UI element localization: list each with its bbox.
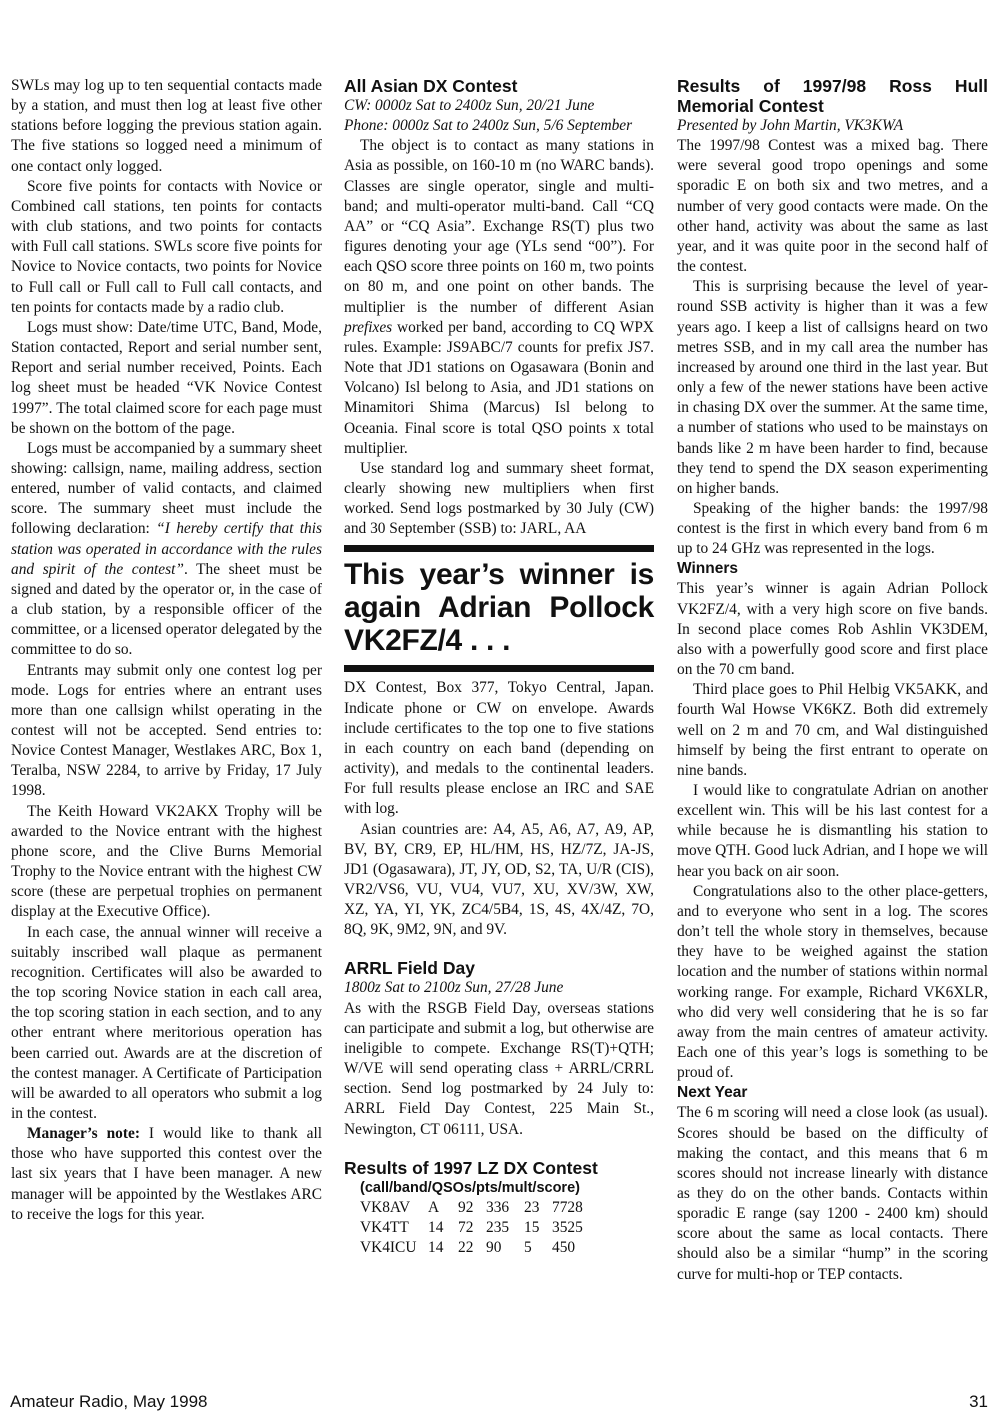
paragraph: Entrants may submit only one contest log per mode. Logs for entries where an entrant uses more than one callsign whilst operating in the contest will not be accepted. Send entries to: Novice Contest Manager, Westlakes ARC, Box 1, Teralba, NSW 2284, to arrive by Friday, 17 July 1998. [11, 661, 322, 800]
paragraph: In each case, the annual winner will receive a suitably inscribed wall plaque as permanent recognition. Certificates will also be awarded to the top scoring Novice station in each call area, the top scoring station in each section, and to any other entrant where meritorious operation has been carried out. Awards are at the discretion of the contest manager. A Certificate of Participation will be awarded to all operators who submit a log in the contest. [11, 923, 322, 1122]
cell-call: VK4ICU [360, 1238, 417, 1256]
schedule-cw: CW: 0000z Sat to 2400z Sun, 20/21 June [344, 97, 595, 114]
cell-pts: 336 [486, 1198, 510, 1216]
byline: Presented by John Martin, VK3KWA [677, 117, 904, 134]
publication-info: Amateur Radio, May 1998 [10, 1392, 208, 1411]
section-heading: ARRL Field Day [344, 958, 475, 979]
table-row [360, 1238, 589, 1258]
paragraph: The 1997/98 Contest was a mixed bag. There were several good tropo openings and some sporadic E on both six and two metres, and a number of very good contacts were made. On the other hand, activity was about the same as last year, and it was quite poor in the second half of the contest. [677, 137, 988, 276]
paragraph-text: The object is to contact as many stations in Asia as possible, on 160-10 m (no WARC bands). Classes are single operator, single and multi-band; and multi-operator multi-band. Call “CQ AA” or “CQ Asia”. Exchange RS(T) plus two figures denoting your age (YLs send “00”). For each QSO score three points on 160 m, two points on 80 m, and one point on other bands. The multiplier is the number of different Asian [344, 137, 654, 316]
paragraph: Third place goes to Phil Helbig VK5AKK, and fourth Wal Howse VK6KZ. Both did extremely well on 2 m and 70 cm, and Wal distinguished himself by being the first entrant to operate on nine bands. [677, 681, 988, 779]
results-block [344, 1178, 654, 1258]
cell-band: 14 [428, 1238, 444, 1256]
paragraph: This year’s winner is again Adrian Pollock VK2FZ/4, with a very high score on five bands. In second place comes Rob Ashlin VK3DEM, also with a powerfully good score and first place on the 70 cm band. [677, 580, 988, 679]
cell-mult: 5 [524, 1238, 532, 1256]
cell-qsos: 72 [458, 1218, 474, 1236]
paragraph-text: worked per band, according to CQ WPX rules. Example: JS9ABC/7 counts for prefix JS7. Note that JD1 stations on Ogasawara (Bonin and Volcano) Isl belong to Asia, and JD1 stations on Minamitori Shima (Marcus) Isl belong to Oceania. Final score is total QSO points x total multiplier. [344, 318, 654, 457]
paragraph: As with the RSGB Field Day, overseas stations can participate and submit a log, but otherwise are ineligible to compete. Exchange RS(T)+QTH; W/VE will send operating class + ARRL/CRRL section. Send log postmarked by 24 July to: ARRL Field Day Contest, 225 Main St., Newington, CT 06111, USA. [344, 999, 654, 1138]
section-heading: Results of 1997/98 Ross Hull Memorial Contest [677, 76, 988, 116]
cell-call: VK8AV [360, 1198, 411, 1216]
page-footer [10, 1392, 988, 1412]
schedule-phone: Phone: 0000z Sat to 2400z Sun, 5/6 September [344, 117, 633, 135]
cell-mult: 23 [524, 1198, 540, 1216]
cell-score: 450 [552, 1238, 576, 1256]
cell-mult: 15 [524, 1218, 540, 1236]
cell-band: 14 [428, 1218, 444, 1236]
paragraph: Use standard log and summary sheet format, clearly showing new multipliers when first worked. Send logs postmarked by 30 July (CW) and 30 September (SSB) to: JARL, AA [344, 459, 654, 538]
cell-qsos: 92 [458, 1198, 474, 1216]
paragraph: The Keith Howard VK2AKX Trophy will be awarded to the Novice entrant with the highest phone score, and the Clive Burns Memorial Trophy to the Novice entrant with the highest CW score (these are perpetual trophies on permanent display at the Executive Office). [11, 802, 322, 921]
page-number: 31 [969, 1392, 988, 1411]
section-heading: All Asian DX Contest [344, 76, 518, 96]
paragraph: SWLs may log up to ten sequential contacts made by a station, and must then log at least five other stations before logging the previous station again. The five stations so logged need a minimum of one contact only logged. [11, 77, 322, 175]
paragraph: This is surprising because the level of year-round SSB activity is higher than it was a few years ago. I keep a list of callsigns heard on two metres SSB, and in my call area the number has increased by around one third in the last year. But only a few of the newer stations have been active in chasing DX over the summer. At the same time, a number of stations who used to be mainstays on bands like 2 m have been harder to find, because they tend to spend the DX season experimenting on higher bands. [677, 278, 988, 497]
paragraph: Speaking of the higher bands: the 1997/98 contest is the first in which every band from 6 m up to 24 GHz was represented in the logs. [677, 499, 988, 558]
schedule: 1800z Sat to 2100z Sun, 27/28 June [344, 979, 564, 997]
pull-quote [344, 545, 654, 672]
managers-note-label: Manager’s note: [27, 1125, 140, 1143]
paragraph [344, 136, 654, 459]
results-table [360, 1198, 589, 1258]
column-right [677, 76, 988, 1285]
paragraph-text: . The sheet must be signed and dated by the operator or, in the case of a club station, by a responsible officer of the committee, or a licensed operator delegated by the committee to do so. [11, 560, 322, 659]
results-header: (call/band/QSOs/pts/mult/score) [360, 1179, 580, 1196]
paragraph: Score five points for contacts with Novice or Combined call stations, ten points for contacts with club stations, and two points for contacts with Full call stations. SWLs score five points for Novice to Novice contacts, two points for Novice to Full call or Full call to Full call contacts, and ten points for contacts made by a radio club. [11, 177, 322, 316]
table-row [360, 1198, 589, 1218]
cell-band: A [428, 1198, 440, 1216]
spacer [344, 940, 654, 958]
section-heading: Results of 1997 LZ DX Contest [344, 1157, 598, 1178]
paragraph-text: I would like to thank all those who have supported this contest over the last six years that I have been manager. A new manager will be appointed by the Westlakes ARC to receive the logs for this year. [11, 1125, 322, 1223]
paragraph: Congratulations also to the other place-getters, and to everyone who sent in a log. The scores don’t tell the whole story in themselves, because they have to be weighed against the station location and the number of stations within normal working range. For example, Richard VK6XLR, who did very well considering that he is so far away from the main centres of amateur activity. Each one of this year’s logs is something to be proud of. [677, 882, 988, 1082]
subheading: Next Year [677, 1084, 748, 1102]
paragraph-text: Logs must be accompanied by a summary sheet showing: callsign, name, mailing address, section entered, number of valid contacts, and claimed score. The summary sheet must include the following declaration: [11, 439, 322, 538]
paragraph [11, 439, 322, 661]
cell-qsos: 22 [458, 1238, 474, 1256]
paragraph: Asian countries are: A4, A5, A6, A7, A9, AP, BV, BY, CR9, EP, HL/HM, HS, HZ/7Z, JA-JS, JD1 (Ogasawara), JT, JY, OD, S2, TA, U/R (CIS), VR2/VS6, VU, VU4, VU7, XU, XV/3W, XW, XZ, YA, YI, YK, ZC4/5B4, 1S, 4S, 4X/4Z, 7O, 8Q, 9K, 9M2, 9N, and 9V. [344, 820, 654, 939]
column-middle [344, 76, 654, 1258]
cell-score: 7728 [552, 1198, 583, 1216]
cell-pts: 235 [486, 1218, 510, 1236]
column-left [11, 76, 322, 1225]
cell-call: VK4TT [360, 1218, 409, 1236]
table-row [360, 1218, 589, 1238]
cell-pts: 90 [486, 1238, 502, 1256]
paragraph: DX Contest, Box 377, Tokyo Central, Japan. Indicate phone or CW on envelope. Awards include certificates to the top one to five stations in each country on each band (depending on activity), and medals to the continental leaders. For full results please enclose an IRC and SAE with log. [344, 679, 654, 818]
emphasis: prefixes [344, 318, 393, 336]
spacer [344, 1140, 654, 1158]
paragraph [11, 1124, 322, 1225]
paragraph: The 6 m scoring will need a close look (as usual). Scores should be based on the difficulty of making the contact, and this means that 6 m scores should not increase linearly with distance as they do on the other bands. Contacts within sporadic E range (say 1200 - 2400 km) should score about the same as local contacts. There should also be a similar “hump” in the scoring curve for multi-hop or TEP contacts. [677, 1104, 988, 1283]
declaration-quote: “I hereby certify that this station was operated in accordance with the rules and spirit of the contest” [11, 520, 322, 578]
pull-quote-text: This year’s winner is again Adrian Pollock VK2FZ/4 . . . [344, 558, 654, 658]
paragraph: I would like to congratulate Adrian on another excellent win. This will be his last contest for a while because he is dismantling his station to move QTH. Good luck Adrian, and I hope we will hear you back on air soon. [677, 782, 988, 880]
paragraph: Logs must show: Date/time UTC, Band, Mode, Station contacted, Report and serial number sent, Report and serial number received, Points. Each log sheet must be headed “VK Novice Contest 1997”. The total claimed score for each page must be shown on the bottom of the page. [11, 318, 322, 437]
subheading: Winners [677, 560, 739, 578]
cell-score: 3525 [552, 1218, 583, 1236]
